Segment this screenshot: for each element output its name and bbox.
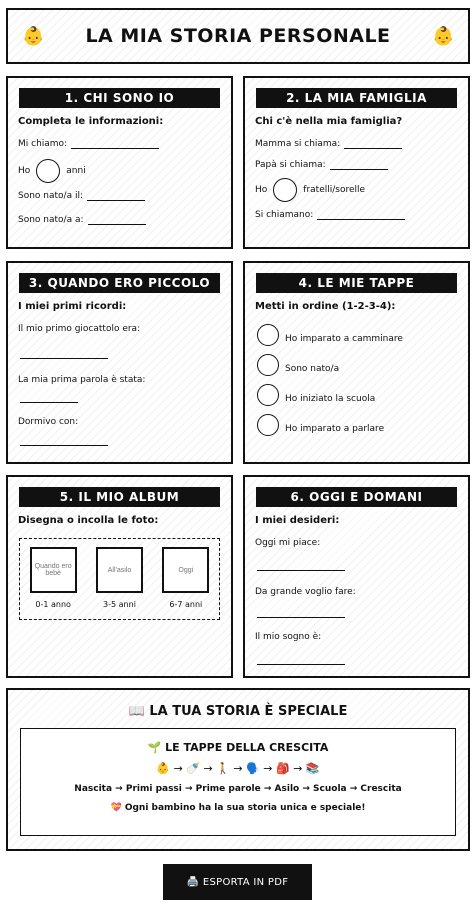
mom-field[interactable] — [344, 148, 402, 149]
likes-label: Oggi mi piace: — [255, 538, 321, 548]
milestone-item[interactable] — [257, 414, 460, 436]
section-title: 1. CHI SONO IO — [19, 88, 220, 108]
photo-age: 3-5 anni — [103, 600, 136, 609]
birth-date-field[interactable] — [87, 200, 145, 201]
section-milestones — [243, 261, 470, 464]
photo-age: 0-1 anno — [35, 600, 71, 609]
milestone-item[interactable] — [257, 354, 460, 376]
photo-album — [19, 538, 220, 620]
page-header — [6, 8, 470, 64]
footer-title: 📖 LA TUA STORIA È SPECIALE — [128, 704, 348, 719]
birth-place-field[interactable] — [88, 224, 146, 225]
baby-icon: 👶 — [431, 25, 455, 46]
section-family — [243, 76, 470, 249]
photo-slot[interactable] — [30, 547, 77, 619]
photo-frame[interactable]: Oggi — [162, 547, 209, 593]
growth-box — [20, 728, 456, 836]
order-circle[interactable] — [257, 414, 279, 436]
section-title: 5. IL MIO ALBUM — [19, 487, 220, 507]
sleep-with-field[interactable] — [20, 445, 108, 446]
section-subtitle: I miei primi ricordi: — [18, 301, 127, 312]
order-circle[interactable] — [257, 324, 279, 346]
milestone-label: Ho imparato a camminare — [285, 333, 403, 344]
sibling-names-field[interactable] — [317, 219, 405, 220]
age-prefix: Ho — [18, 166, 31, 176]
growth-note: 💝 Ogni bambino ha la sua storia unica e speciale! — [110, 803, 366, 813]
dad-field[interactable] — [330, 169, 388, 170]
section-subtitle: Chi c'è nella mia famiglia? — [255, 116, 403, 127]
likes-field[interactable] — [257, 570, 345, 571]
sibling-names-label: Si chiamano: — [255, 210, 314, 220]
photo-age: 6-7 anni — [169, 600, 203, 609]
sleep-with-label: Dormivo con: — [18, 417, 79, 427]
section-today-tomorrow — [243, 475, 470, 678]
siblings-suffix: fratelli/sorelle — [303, 185, 366, 195]
section-when-little — [6, 261, 233, 464]
milestone-label: Ho imparato a parlare — [285, 423, 385, 434]
age-circle[interactable] — [36, 159, 60, 183]
siblings-circle[interactable] — [273, 178, 297, 202]
mom-label: Mamma si chiama: — [255, 139, 341, 149]
section-who-am-i — [6, 76, 233, 249]
section-subtitle: Completa le informazioni: — [18, 116, 164, 127]
section-title: 6. OGGI E DOMANI — [256, 487, 457, 507]
order-circle[interactable] — [257, 354, 279, 376]
story-footer — [6, 688, 470, 851]
name-label: Mi chiamo: — [18, 139, 68, 149]
growth-title: 🌱 LE TAPPE DELLA CRESCITA — [147, 741, 329, 754]
order-circle[interactable] — [257, 384, 279, 406]
photo-slot[interactable] — [96, 547, 143, 619]
photo-frame[interactable]: All'asilo — [96, 547, 143, 593]
section-title: 3. QUANDO ERO PICCOLO — [19, 273, 220, 293]
first-toy-field[interactable] — [20, 358, 108, 359]
section-title: 2. LA MIA FAMIGLIA — [256, 88, 457, 108]
dream-field[interactable] — [257, 664, 345, 665]
birth-place-label: Sono nato/a a: — [18, 215, 84, 225]
photo-slot[interactable] — [162, 547, 209, 619]
grow-up-field[interactable] — [257, 617, 345, 618]
milestone-item[interactable] — [257, 324, 460, 346]
baby-icon: 👶 — [22, 25, 45, 46]
milestone-label: Ho iniziato la scuola — [285, 393, 376, 404]
name-field[interactable] — [71, 148, 159, 149]
section-subtitle: I miei desideri: — [255, 515, 340, 526]
page-title: LA MIA STORIA PERSONALE — [85, 25, 391, 47]
milestone-item[interactable] — [257, 384, 460, 406]
siblings-prefix: Ho — [255, 185, 268, 195]
first-toy-label: Il mio primo giocattolo era: — [18, 324, 141, 334]
age-suffix: anni — [66, 166, 86, 176]
section-subtitle: Disegna o incolla le foto: — [18, 515, 159, 526]
growth-emoji-sequence: 👶 → 🍼 → 🚶 → 🗣️ → 🎒 → 📚 — [156, 762, 320, 775]
grow-up-label: Da grande voglio fare: — [255, 587, 356, 597]
dad-label: Papà si chiama: — [255, 160, 326, 170]
first-word-field[interactable] — [20, 402, 78, 403]
first-word-label: La mia prima parola è stata: — [18, 375, 146, 385]
section-subtitle: Metti in ordine (1-2-3-4): — [255, 301, 396, 312]
dream-label: Il mio sogno è: — [255, 632, 322, 642]
birth-date-label: Sono nato/a il: — [18, 191, 83, 201]
section-album — [6, 475, 233, 678]
growth-text-sequence: Nascita → Primi passi → Prime parole → Asilo → Scuola → Crescita — [74, 784, 402, 794]
section-title: 4. LE MIE TAPPE — [256, 273, 457, 293]
photo-frame[interactable]: Quando ero bebè — [30, 547, 77, 593]
milestone-label: Sono nato/a — [285, 363, 340, 374]
export-pdf-button[interactable]: 🖨️ ESPORTA IN PDF — [163, 864, 312, 900]
